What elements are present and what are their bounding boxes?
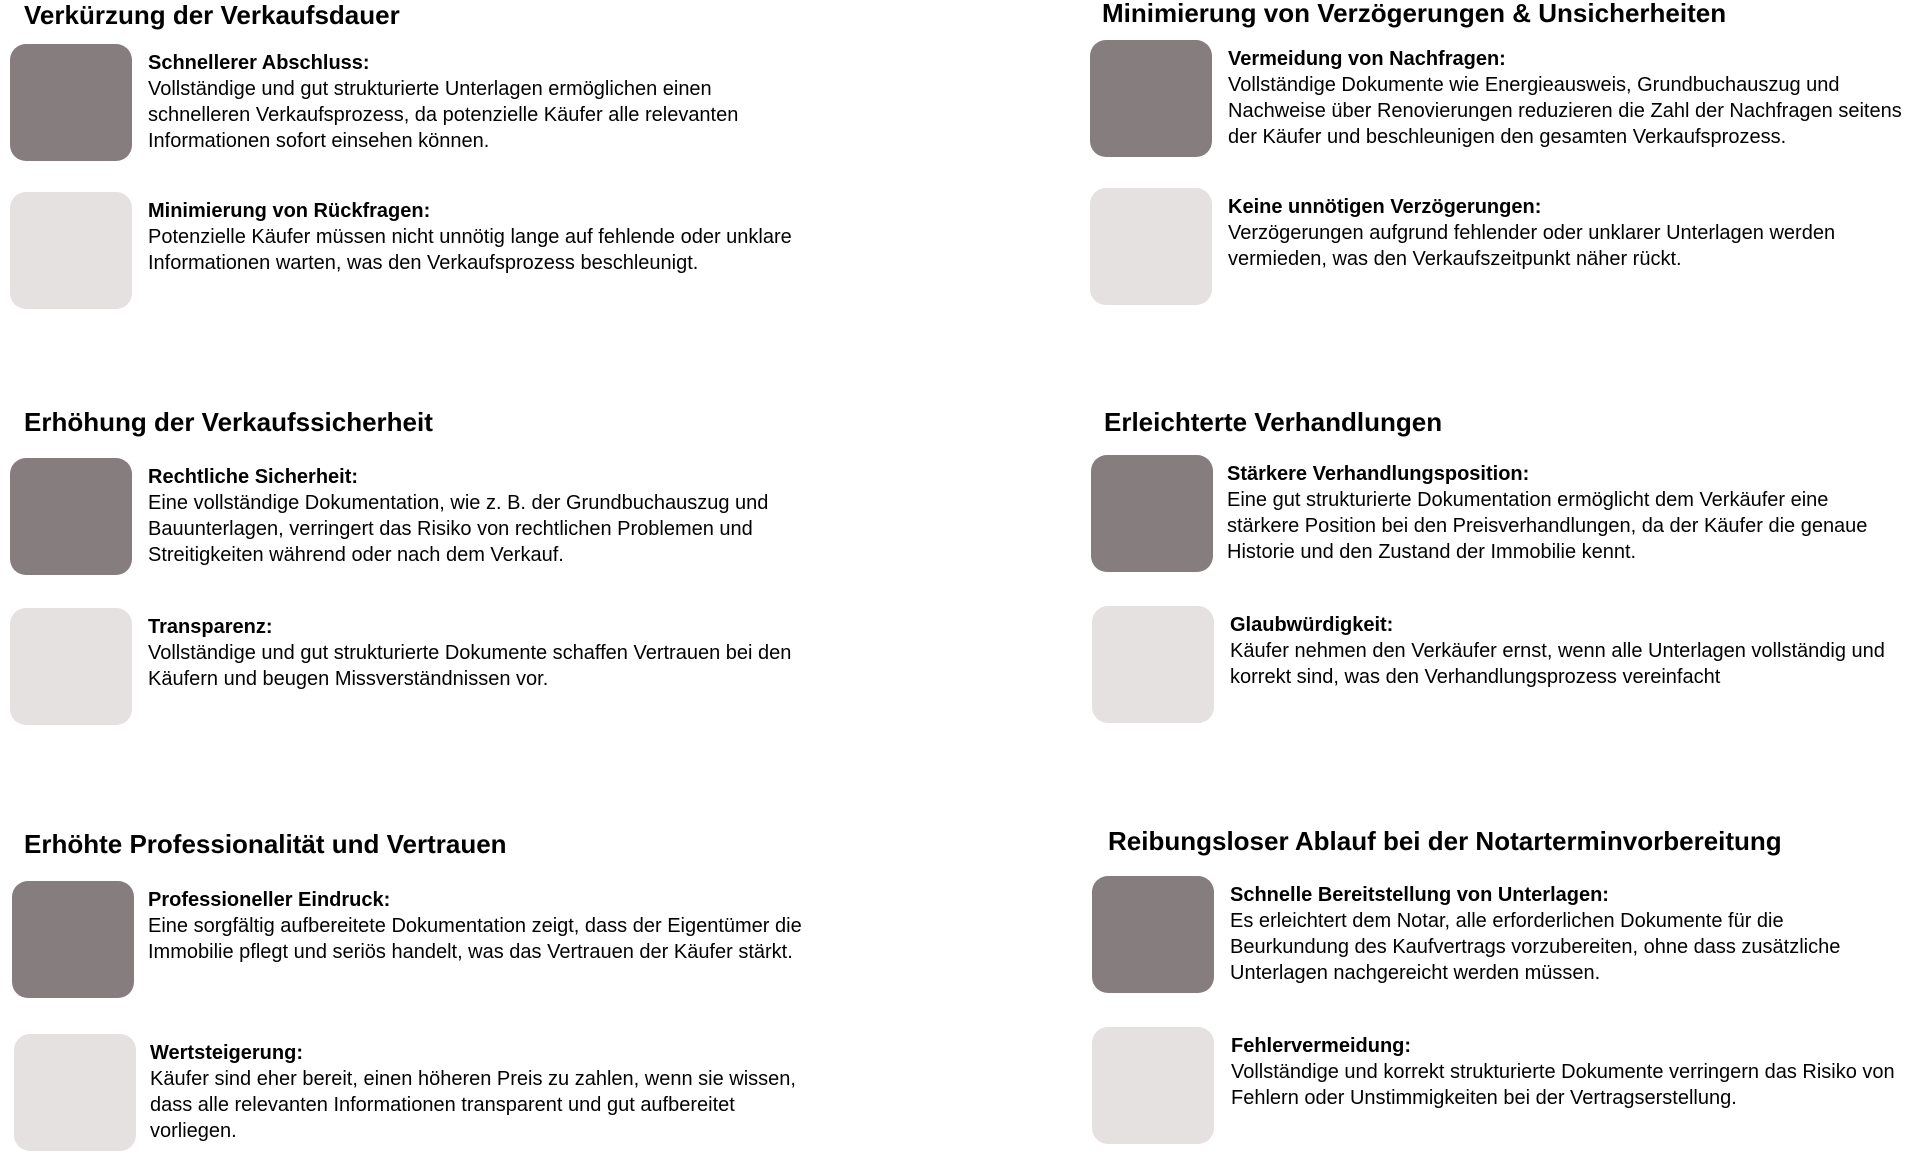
item-description: Potenzielle Käufer müssen nicht unnötig lange auf fehlende oder unklare Informationen warten, was den Verkaufsprozess beschleunigt. xyxy=(148,226,792,274)
section-title: Erhöhte Professionalität und Vertrauen xyxy=(24,829,507,859)
dark-square-icon xyxy=(1091,455,1213,572)
light-square-icon xyxy=(10,608,132,725)
item-description: Eine sorgfältig aufbereitete Dokumentation zeigt, dass der Eigentümer die Immobilie pflegt und seriös handelt, was das Vertrauen der Käufer stärkt. xyxy=(148,915,802,963)
dark-square-icon xyxy=(1090,40,1212,157)
item-title: Rechtliche Sicherheit: xyxy=(148,466,359,488)
item-description: Vollständige und gut strukturierte Dokumente schaffen Vertrauen bei den Käufern und beugen Missverständnissen vor. xyxy=(148,642,792,690)
light-square-icon xyxy=(14,1034,136,1151)
item-description: Eine vollständige Dokumentation, wie z. B. der Grundbuchauszug und Bauunterlagen, verringert das Risiko von rechtlichen Problemen und Streitigkeiten während oder nach dem Verkauf. xyxy=(148,492,769,566)
item-title: Minimierung von Rückfragen: xyxy=(148,200,431,222)
section-title: Minimierung von Verzögerungen & Unsicherheiten xyxy=(1102,0,1727,28)
section-title: Reibungsloser Ablauf bei der Notarterminvorbereitung xyxy=(1108,826,1782,856)
item-title: Schnellerer Abschluss: xyxy=(148,52,370,74)
item-title: Wertsteigerung: xyxy=(150,1042,303,1064)
light-square-icon xyxy=(1090,188,1212,305)
section-title: Erhöhung der Verkaufssicherheit xyxy=(24,407,433,437)
item-description: Vollständige und korrekt strukturierte Dokumente verringern das Risiko von Fehlern oder Unstimmigkeiten bei der Vertragserstellung. xyxy=(1231,1061,1895,1109)
item-description: Käufer nehmen den Verkäufer ernst, wenn alle Unterlagen vollständig und korrekt sind, was den Verhandlungsprozess vereinfacht xyxy=(1230,640,1885,688)
item-title: Keine unnötigen Verzögerungen: xyxy=(1228,196,1542,218)
item-description: Vollständige und gut strukturierte Unterlagen ermöglichen einen schnelleren Verkaufsprozess, da potenzielle Käufer alle relevanten Informationen sofort einsehen können. xyxy=(148,78,739,152)
item-title: Glaubwürdigkeit: xyxy=(1230,614,1394,636)
item-description: Vollständige Dokumente wie Energieausweis, Grundbuchauszug und Nachweise über Renovierungen reduzieren die Zahl der Nachfragen seitens der Käufer und beschleunigen den gesamten Verkaufsprozess. xyxy=(1228,74,1902,148)
section-title: Erleichterte Verhandlungen xyxy=(1104,407,1443,437)
dark-square-icon xyxy=(10,458,132,575)
item-title: Professioneller Eindruck: xyxy=(148,889,391,911)
light-square-icon xyxy=(1092,1027,1214,1144)
dark-square-icon xyxy=(1092,876,1214,993)
light-square-icon xyxy=(10,192,132,309)
section-title: Verkürzung der Verkaufsdauer xyxy=(24,0,400,30)
item-description: Verzögerungen aufgrund fehlender oder unklarer Unterlagen werden vermieden, was den Verkaufszeitpunkt näher rückt. xyxy=(1228,222,1836,270)
light-square-icon xyxy=(1092,606,1214,723)
item-title: Fehlervermeidung: xyxy=(1231,1035,1412,1057)
dark-square-icon xyxy=(12,881,134,998)
item-title: Schnelle Bereitstellung von Unterlagen: xyxy=(1230,884,1609,906)
item-description: Es erleichtert dem Notar, alle erforderlichen Dokumente für die Beurkundung des Kaufvertrags vorzubereiten, ohne dass zusätzliche Unterlagen nachgereicht werden müssen. xyxy=(1230,910,1841,984)
item-description: Käufer sind eher bereit, einen höheren Preis zu zahlen, wenn sie wissen, dass alle relevanten Informationen transparent und gut aufbereitet vorliegen. xyxy=(150,1068,796,1142)
item-title: Vermeidung von Nachfragen: xyxy=(1228,48,1506,70)
item-title: Transparenz: xyxy=(148,616,273,638)
item-description: Eine gut strukturierte Dokumentation ermöglicht dem Verkäufer eine stärkere Position bei den Preisverhandlungen, da der Käufer die genaue Historie und den Zustand der Immobilie kennt. xyxy=(1227,489,1868,563)
item-title: Stärkere Verhandlungsposition: xyxy=(1227,463,1530,485)
dark-square-icon xyxy=(10,44,132,161)
